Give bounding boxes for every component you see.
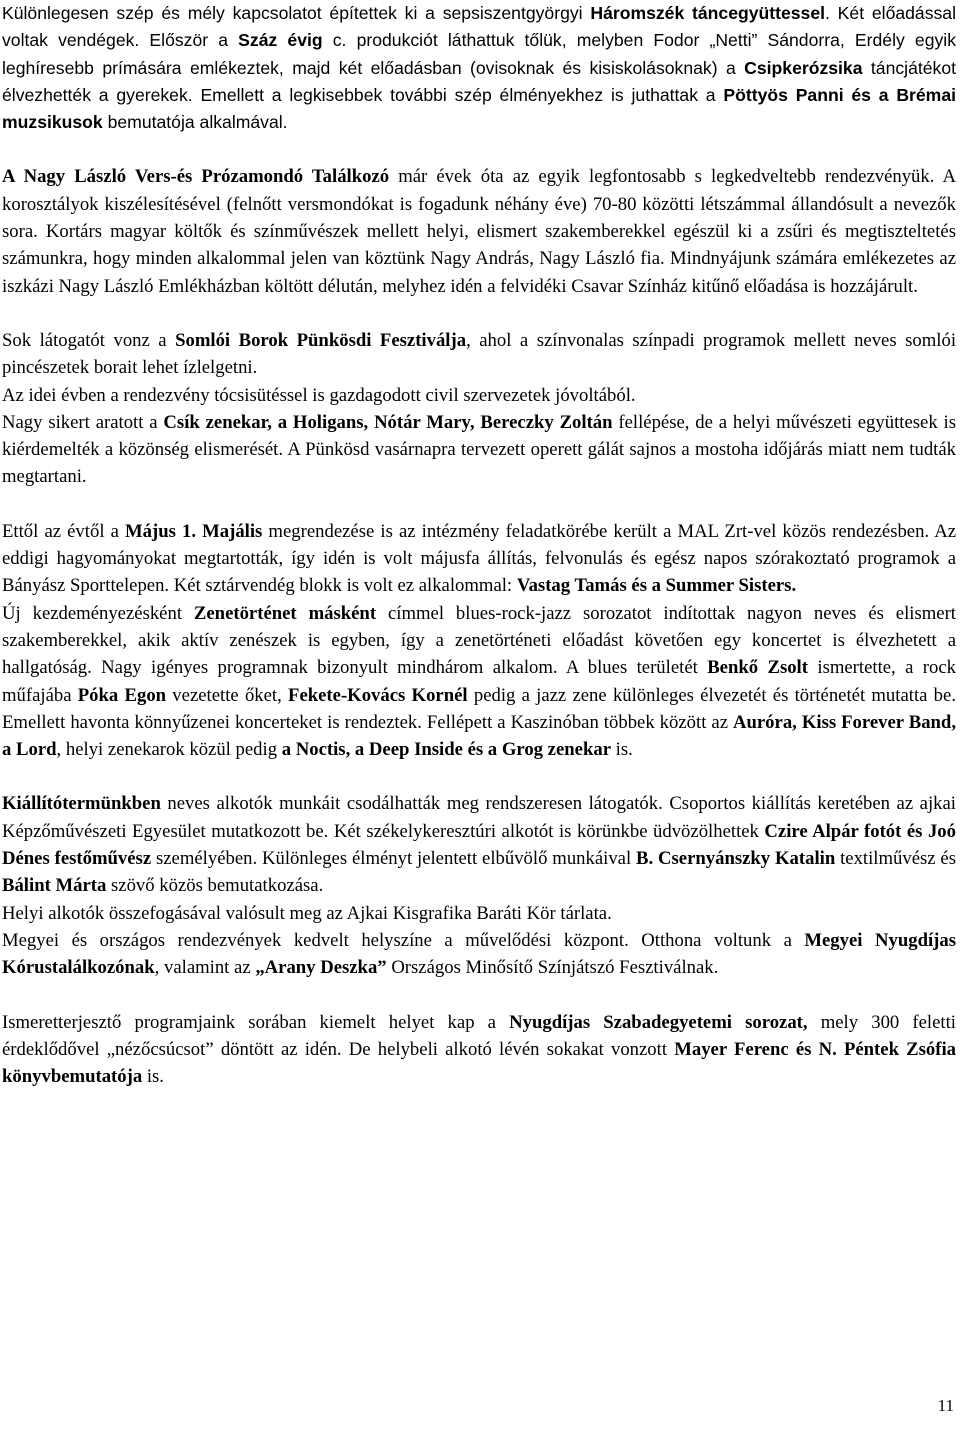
paragraph [2,790,956,899]
bold-text: B. Csernyánszky Katalin [636,848,836,870]
bold-text: Május 1. Majális [125,520,263,542]
text-run: Új kezdeményezésként [2,602,194,624]
bold-text: A Nagy László Vers-és Prózamondó Találkozó [2,166,390,188]
text-run: ismertette, a rock műfajába [2,657,956,706]
bold-text: Száz évig [238,30,323,51]
text-run: pedig a jazz zene különleges élvezetét és történetét mutatta be. Emellett havonta könnyűzenei koncerteket is rendeztek. Fellépett a Kaszinóban többek között az [2,684,956,733]
text-run: már évek óta az egyik legfontosabb s legkedveltebb rendezvényük. A korosztályok kiszélesítésével (felnőtt versmondókat is fogadunk néhány éve) 70-80 közötti létszámmal állandósult a nevezők sora. Kortárs magyar költők és színművészek mellett helyi, elismert szakemberekkel egészül ki a zsűri és megtiszteltetés számunkra, hogy minden alkalommal jelen van köztünk Nagy András, Nagy László fia. Mindnyájunk számára emlékezetes az iszkázi Nagy László Emlékházban költött délután, melyhez idén a felvidéki Csavar Színház kitűnő előadása is hozzájárult. [2,166,956,297]
text-run: Sok látogatót vonz a [2,329,176,351]
bold-text: Benkő Zsolt [707,657,808,679]
paragraph [2,600,956,764]
text-run: vezetette őket, [166,684,289,706]
text-run: textilművész és [835,848,956,870]
bold-text: Csík zenekar, a Holigans, Nótár Mary, Bereczky Zoltán [163,411,613,433]
bold-text: Czire Alpár fotót és Joó Dénes festőművész [2,820,956,870]
paragraph [2,900,956,927]
bold-text: „Arany Deszka” [255,957,387,979]
paragraph [2,327,956,382]
text-run: , helyi zenekarok közül pedig [56,739,282,761]
text-run: személyében. Különleges élményt jelentett elbűvölő munkáival [151,848,637,870]
paragraph [2,927,956,982]
text-run: Ismeretterjesztő programjaink sorában kiemelt helyet kap a [2,1011,510,1033]
text-run: Országos Minősítő Színjátszó Fesztiválnak. [386,957,719,979]
text-run: is. [142,1066,164,1088]
bold-text: Auróra, Kiss Forever Band, a Lord [2,711,956,761]
paragraph [2,1009,956,1091]
text-run: , valamint az [154,957,256,979]
bold-text: Bálint Márta [2,875,107,897]
text-run: mely 300 feletti érdeklődővel „nézőcsúcsot” döntött az idén. De helybeli alkotó lévén sokakat vonzott [2,1011,956,1060]
text-run: szövő közös bemutatkozása. [106,875,324,897]
text-run: is. [610,739,633,761]
text-run: Különlegesen szép és mély kapcsolatot építettek ki a sepsiszentgyörgyi [2,3,591,23]
text-run: neves alkotók munkáit csodálhatták meg rendszeresen látogatók. Csoportos kiállítás keretében az ajkai Képzőművészeti Egyesület mutatkozott be. Két székelykeresztúri alkotót is körünkbe üdvözölhettek [2,793,956,842]
bold-text: Nyugdíjas Szabadegyetemi sorozat, [509,1011,808,1033]
text-run: fellépése, de a helyi művészeti együttesek is kiérdemelték a közönség elismerését. A Pünkösd vasárnapra tervezett operett gálát sajnos a mostoha időjárás miatt nem tudták megtartani. [2,411,956,488]
paragraph [2,0,956,136]
text-run: Ettől az évtől a [2,520,126,542]
bold-text: Kiállítótermünkben [2,793,161,815]
paragraph [2,409,956,491]
paragraph [2,382,956,409]
text-run: , ahol a színvonalas színpadi programok mellett neves somlói pincészetek borait lehet ízlelgetni. [2,329,957,379]
text-run: bemutatója alkalmával. [102,112,288,133]
text-run: táncjátékot élvezhették a gyerekek. Emellett a legkisebbek további szép élményekhez is juthattak a [2,57,956,105]
bold-text: Póka Egon [77,684,167,706]
bold-text: Csipkerózsika [744,57,863,78]
bold-text: a Noctis, a Deep Inside és a Grog zenekar [281,739,611,761]
bold-text: Megyei Nyugdíjas Kórustalálkozónak [2,929,956,979]
bold-text: Fekete-Kovács Kornél [288,684,468,706]
bold-text: Zenetörténet másként [193,602,377,624]
text-run: címmel blues-rock-jazz sorozatot indítottak nagyon neves és elismert szakemberekkel, akik aktív zenészek is egyben, így a zenetörténeti előadást követően egy koncertet is élvezhetett a hallgatóság. Nagy igényes programnak bizonyult mindhárom alkalom. A blues területét [2,602,956,679]
page-number: 11 [937,1396,954,1415]
text-run: megrendezése is az intézmény feladatkörébe került a MAL Zrt-vel közös rendezésben. Az eddigi hagyományokat megtartották, így idén is volt májusfa állítás, felvonulás és egész napos szórakoztató programok a Bányász Sporttelepen. Két sztárvendég blokk is volt ez alkalommal: [2,520,956,597]
text-run: Megyei és országos rendezvények kedvelt helyszíne a művelődési központ. Otthona voltunk a [2,929,805,951]
text-run: Helyi alkotók összefogásával valósult meg az Ajkai Kisgrafika Baráti Kör tárlata. [2,902,612,924]
bold-text: Háromszék táncegyüttessel [590,3,826,23]
bold-text: Vastag Tamás és a Summer Sisters. [516,575,797,597]
document-body [2,0,956,1090]
text-run: Nagy sikert aratott a [2,411,164,433]
text-run: . Két előadással voltak vendégek. Először a [2,3,956,51]
text-run: c. produkciót láthattuk tőlük, melyben Fodor „Netti” Sándorra, Erdély egyik leghíresebb prímására emlékeztek, majd két előadásban (ovisoknak és kisiskolásoknak) a [2,30,956,78]
bold-text: Somlói Borok Pünkösdi Fesztiválja [175,329,467,351]
bold-text: Pöttyös Panni és a Brémai muzsikusok [2,84,956,133]
paragraph [2,518,956,600]
bold-text: Mayer Ferenc és N. Péntek Zsófia könyvbemutatója [2,1038,957,1088]
text-run: Az idei évben a rendezvény tócsisütéssel is gazdagodott civil szervezetek jóvoltából. [2,384,636,406]
paragraph [2,163,956,299]
